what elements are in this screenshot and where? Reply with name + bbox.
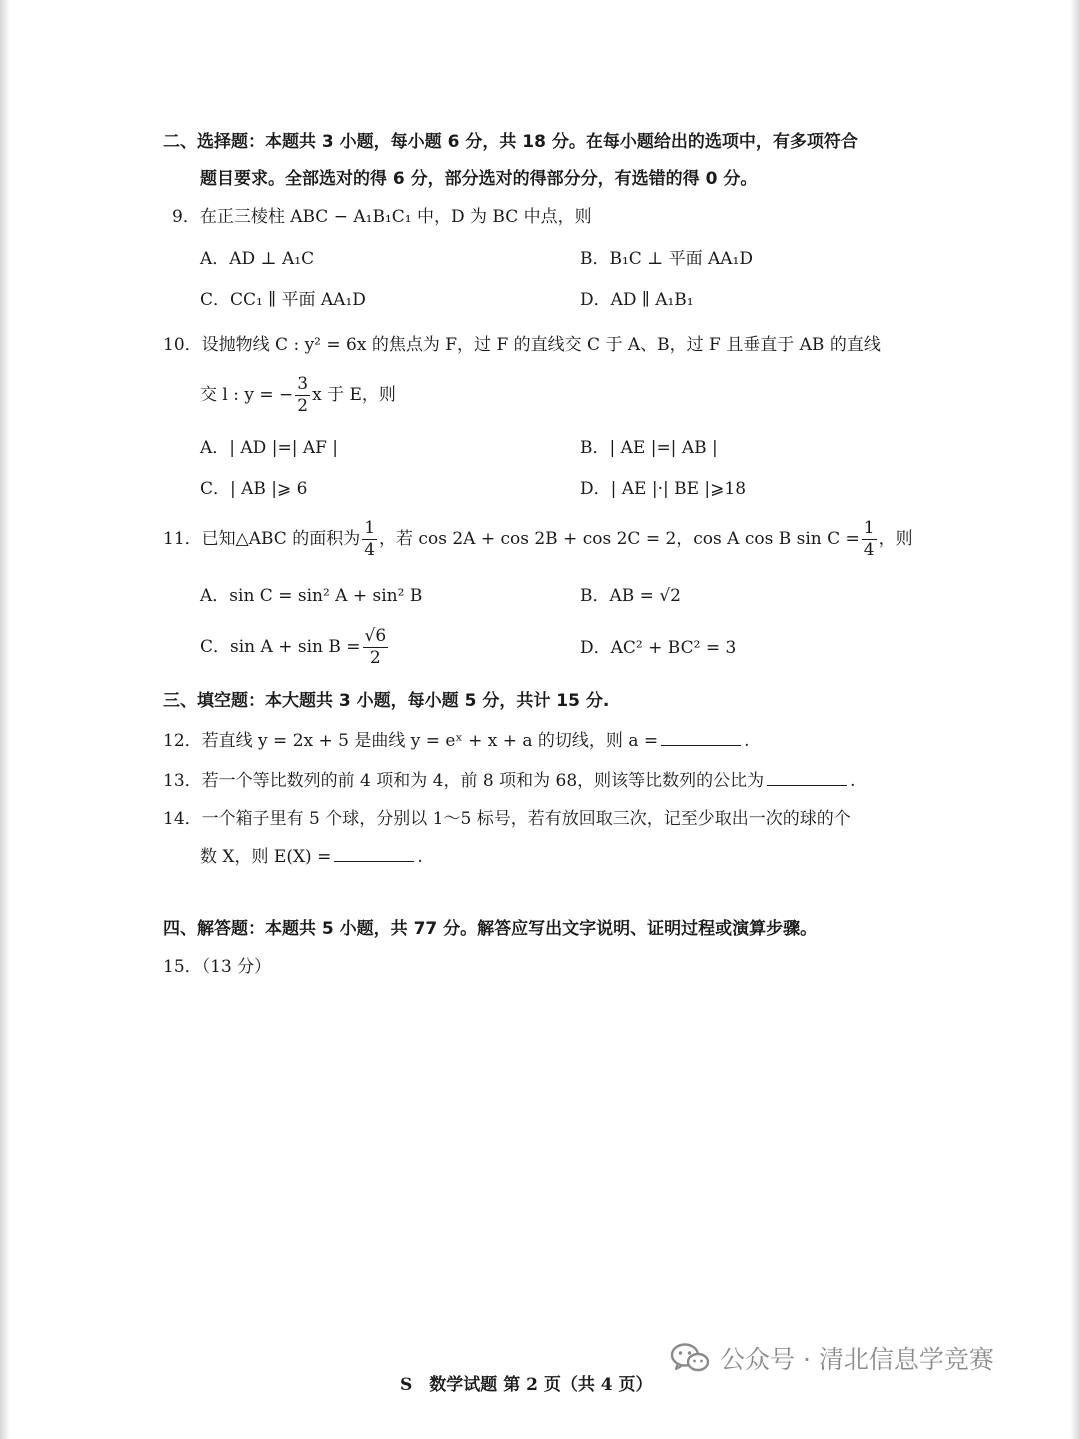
q10-option-d: D．| AE |·| BE |⩾18 [580, 479, 747, 499]
q10-stem-post: x 于 E，则 [312, 385, 396, 405]
q14-end: . [417, 847, 423, 867]
q11-stem [163, 516, 913, 562]
q13 [163, 770, 856, 792]
q11-stem-pre: 11．已知△ABC 的面积为 [163, 529, 361, 549]
q10-fraction [295, 376, 310, 415]
q14-line1: 14．一个箱子里有 5 个球，分别以 1～5 标号，若有放回取三次，记至少取出一次的球的个 [163, 809, 851, 829]
q9-stem: 9．在正三棱柱 ABC − A₁B₁C₁ 中，D 为 BC 中点，则 [172, 207, 592, 227]
q10-stem-line2 [200, 372, 396, 418]
section2-heading-line2: 题目要求。全部选对的得 6 分，部分选对的得部分分，有选错的得 0 分。 [200, 169, 758, 189]
q12-text: 12．若直线 y = 2x + 5 是曲线 y = eˣ + x + a 的切线，则 a = [163, 731, 659, 751]
section2-heading-line1: 二、选择题：本题共 3 小题，每小题 6 分，共 18 分。在每小题给出的选项中，有多项符合 [163, 132, 858, 152]
watermark-text: 公众号 · 清北信息学竞赛 [720, 1345, 994, 1374]
page-edge-left [0, 0, 10, 1439]
q9-option-a: A．AD ⊥ A₁C [200, 249, 315, 269]
q9-option-c: C．CC₁ ∥ 平面 AA₁D [200, 290, 366, 310]
q12-end: . [744, 731, 750, 751]
q13-end: . [850, 771, 856, 791]
q11-option-c-fraction [363, 628, 389, 667]
q11-stem-post: ，则 [878, 529, 913, 549]
q10-option-a: A．| AD |=| AF | [200, 438, 339, 458]
section4-heading: 四、解答题：本题共 5 小题，共 77 分。解答应写出文字说明、证明过程或演算步骤。 [163, 919, 818, 939]
page-edge-right [1070, 0, 1080, 1439]
q11-option-c [200, 624, 390, 670]
page-footer: S 数学试题 第 2 页（共 4 页） [400, 1375, 653, 1395]
q10-frac-num: 3 [297, 374, 309, 394]
q9-option-d: D．AD ∥ A₁B₁ [580, 290, 694, 310]
q10-stem-line1: 10．设抛物线 C : y² = 6x 的焦点为 F，过 F 的直线交 C 于 A、B，过 F 且垂直于 AB 的直线 [163, 335, 881, 355]
section3-heading: 三、填空题：本大题共 3 小题，每小题 5 分，共计 15 分. [163, 691, 610, 711]
q10-frac-den: 2 [297, 396, 309, 416]
q11-f2-num: 1 [863, 518, 875, 538]
q11-f1-den: 4 [364, 540, 376, 560]
q11-option-a: A．sin C = sin² A + sin² B [200, 586, 423, 606]
q13-text: 13．若一个等比数列的前 4 项和为 4，前 8 项和为 68，则该等比数列的公比为 [163, 771, 765, 791]
q14-answer-blank [334, 861, 414, 862]
q15-title: 15．（13 分） [163, 957, 272, 977]
q11-c-num: √6 [364, 626, 387, 646]
q11-f2-den: 4 [863, 540, 875, 560]
q11-stem-mid: ，若 cos 2A + cos 2B + cos 2C = 2，cos A cos B sin C = [379, 529, 860, 549]
q11-option-c-pre: C．sin A + sin B = [200, 637, 361, 657]
q11-option-d: D．AC² + BC² = 3 [580, 638, 737, 658]
q9-option-b: B．B₁C ⊥ 平面 AA₁D [580, 249, 754, 269]
q10-option-b: B．| AE |=| AB | [580, 438, 718, 458]
q11-option-b: B．AB = √2 [580, 586, 681, 606]
q14-text: 数 X，则 E(X) = [200, 847, 332, 867]
q12-answer-blank [661, 745, 741, 746]
q12 [163, 730, 750, 752]
q10-option-c: C．| AB |⩾ 6 [200, 479, 308, 499]
q11-fraction-product [862, 520, 877, 559]
q11-fraction-area [362, 520, 377, 559]
q14-line2 [200, 846, 423, 868]
q10-stem-pre: 交 l : y = − [200, 385, 294, 405]
wechat-icon [670, 1342, 710, 1374]
q11-f1-num: 1 [364, 518, 376, 538]
watermark [670, 1340, 994, 1376]
q13-answer-blank [767, 785, 847, 786]
q11-c-den: 2 [369, 648, 381, 668]
